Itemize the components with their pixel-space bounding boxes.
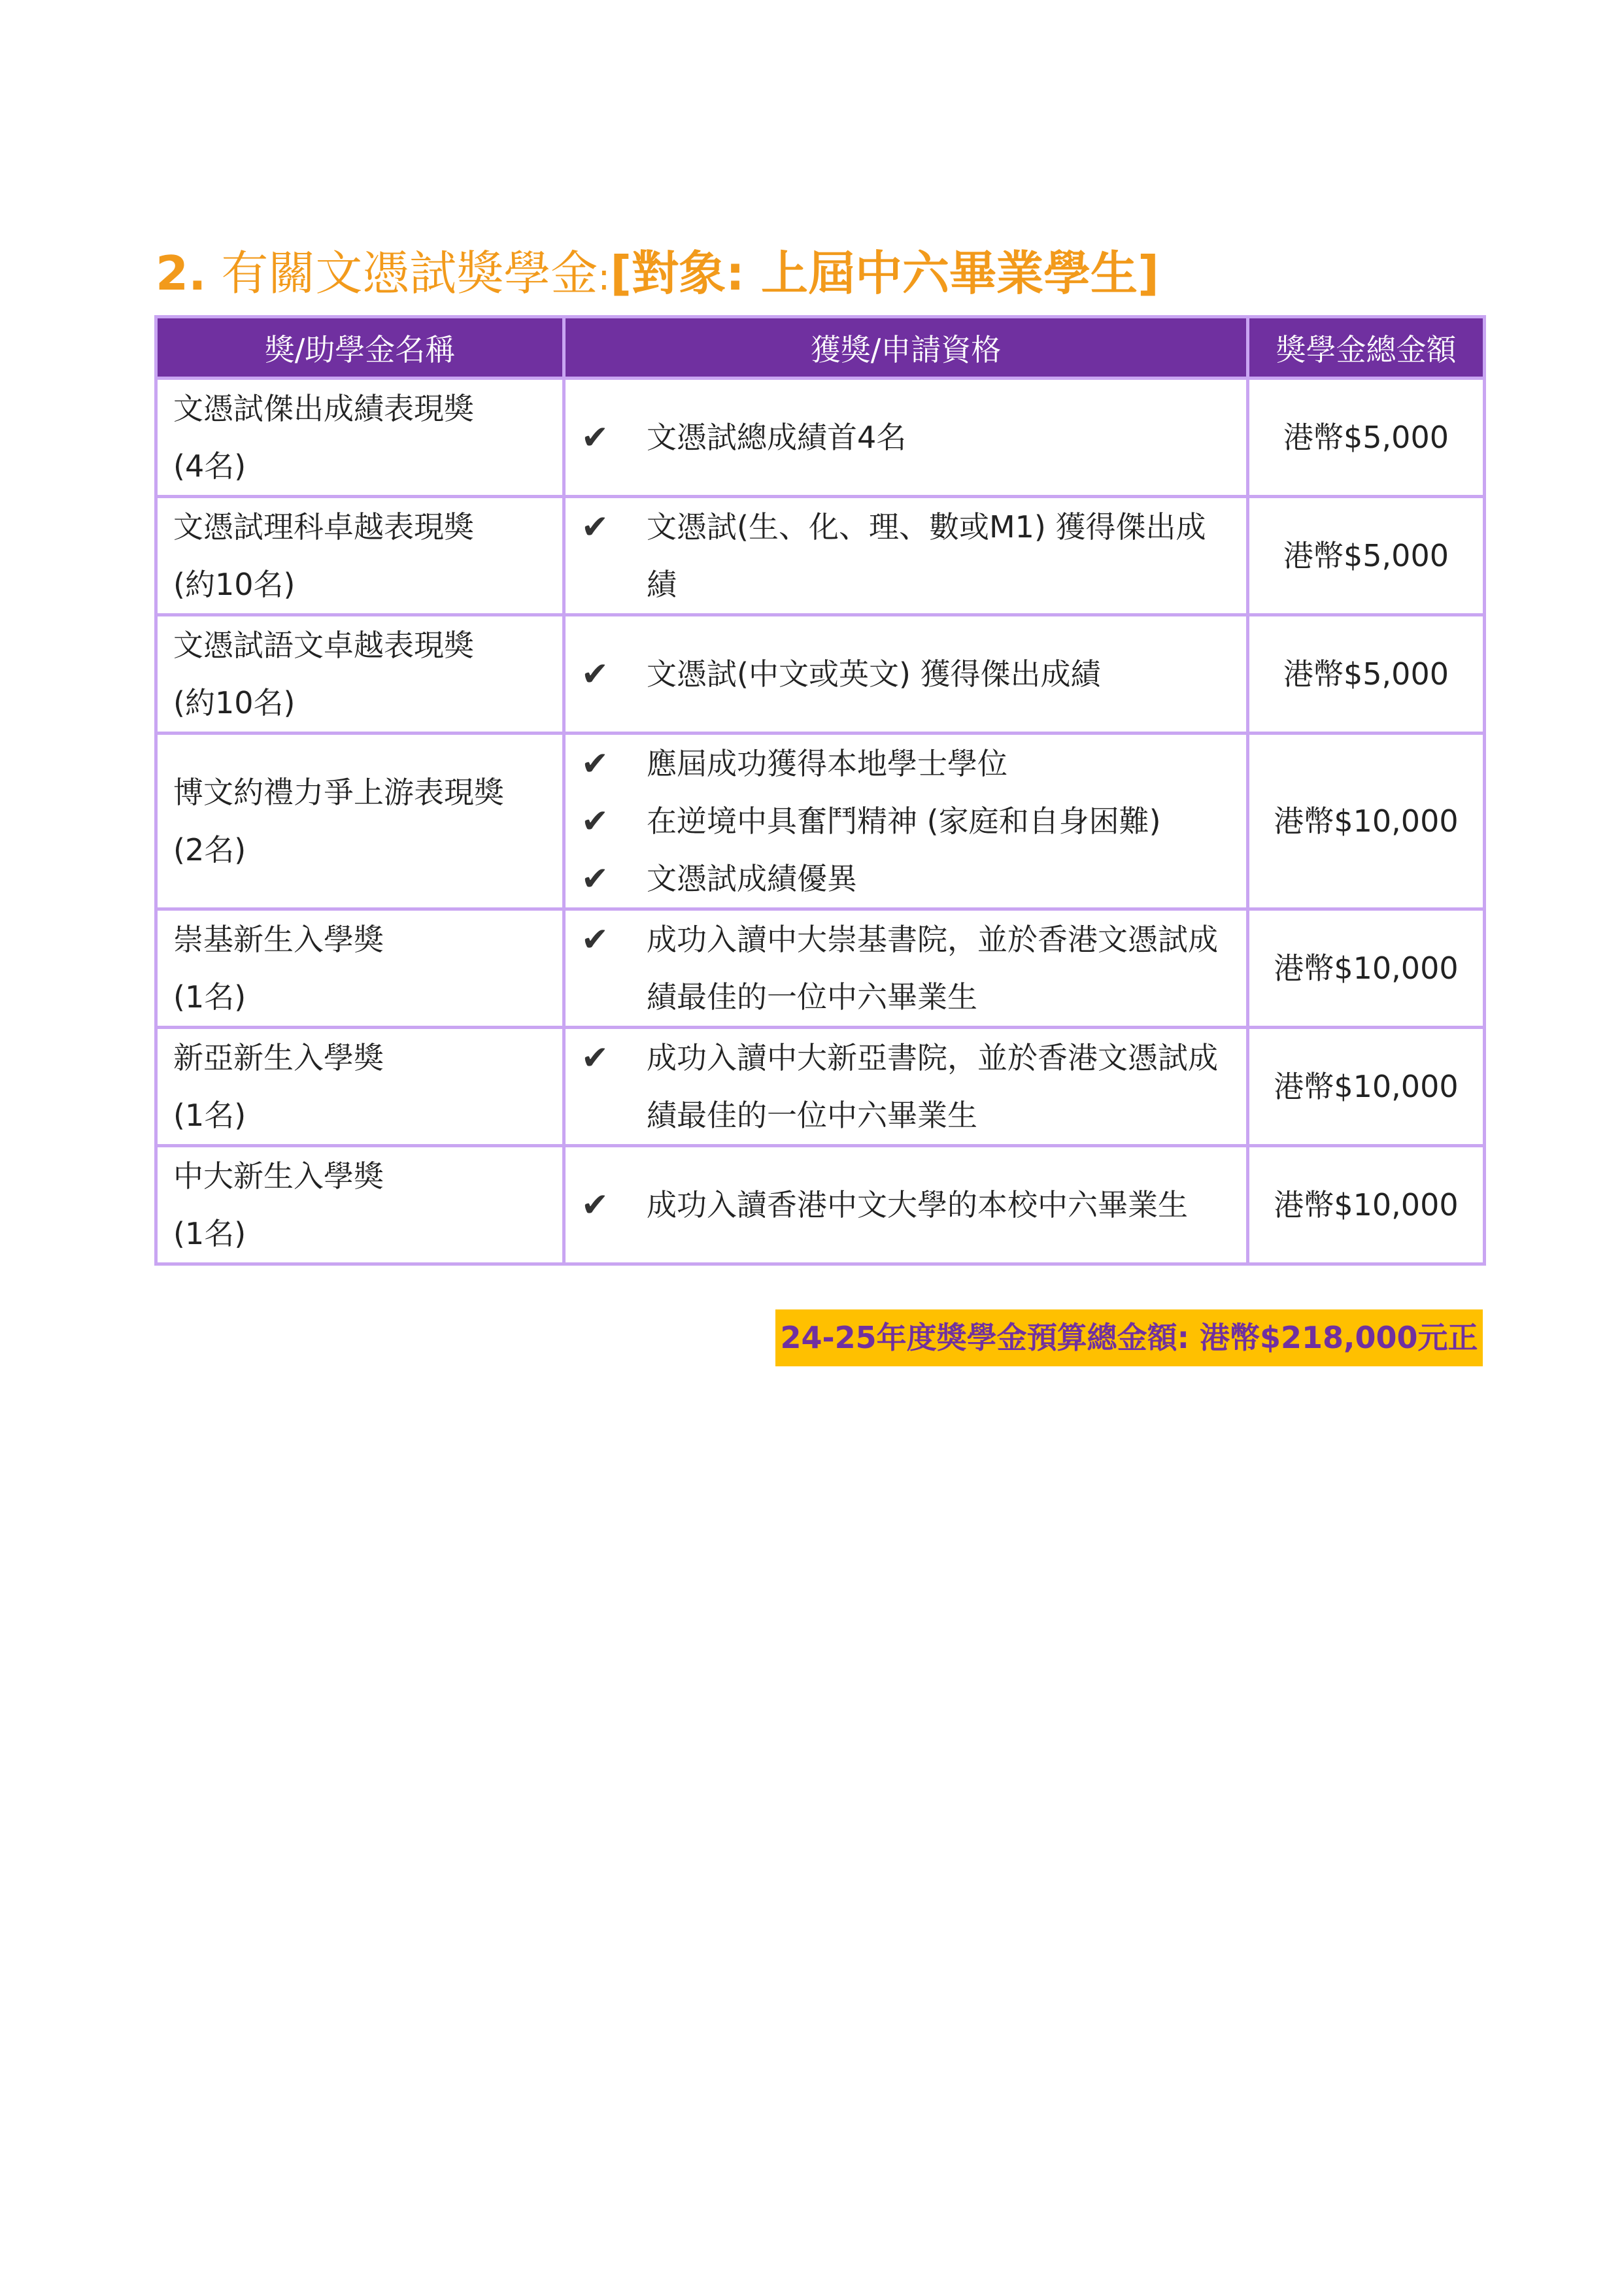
table-row xyxy=(156,379,1485,497)
scholarship-quota: (1名) xyxy=(173,1098,246,1133)
check-icon: ✔ xyxy=(581,1186,609,1224)
scholarship-name: 崇基新生入學獎 xyxy=(173,922,384,957)
table-row xyxy=(156,909,1485,1028)
criteria-text: 成功入讀香港中文大學的本校中六畢業生 xyxy=(647,1187,1188,1223)
scholarship-quota: (2名) xyxy=(173,832,246,868)
header-criteria: 獲獎/申請資格 xyxy=(564,317,1248,379)
criteria-item xyxy=(566,409,1246,466)
check-icon: ✔ xyxy=(581,920,609,958)
section-target: [對象: 上屆中六畢業學生] xyxy=(610,246,1159,301)
scholarship-quota: (約10名) xyxy=(173,685,296,720)
table-row xyxy=(156,497,1485,615)
check-icon: ✔ xyxy=(581,860,609,898)
criteria-item xyxy=(566,850,1246,907)
table-row xyxy=(156,1028,1485,1146)
check-icon: ✔ xyxy=(581,745,609,783)
criteria-cell xyxy=(564,909,1248,1028)
scholarship-name: 文憑試傑出成績表現獎 xyxy=(173,391,474,426)
amount-cell: 港幣$5,000 xyxy=(1248,497,1485,615)
scholarship-quota: (1名) xyxy=(173,1216,246,1251)
criteria-cell xyxy=(564,1028,1248,1146)
criteria-list xyxy=(566,409,1246,466)
check-icon: ✔ xyxy=(581,508,609,546)
scholarship-quota: (1名) xyxy=(173,979,246,1015)
scholarship-name-cell xyxy=(156,734,564,909)
header-amount: 獎學金總金額 xyxy=(1248,317,1485,379)
amount-cell: 港幣$5,000 xyxy=(1248,379,1485,497)
criteria-list xyxy=(566,1029,1246,1144)
header-name: 獎/助學金名稱 xyxy=(156,317,564,379)
criteria-item xyxy=(566,498,1246,613)
scholarship-name-cell xyxy=(156,497,564,615)
scholarship-name: 文憑試理科卓越表現獎 xyxy=(173,509,474,545)
criteria-cell xyxy=(564,497,1248,615)
criteria-item xyxy=(566,1029,1246,1144)
table-row xyxy=(156,734,1485,909)
check-icon: ✔ xyxy=(581,1039,609,1077)
criteria-list xyxy=(566,911,1246,1026)
criteria-cell xyxy=(564,379,1248,497)
scholarship-name: 文憑試語文卓越表現獎 xyxy=(173,628,474,663)
criteria-list xyxy=(566,1176,1246,1234)
scholarship-quota: (約10名) xyxy=(173,567,296,602)
amount-cell: 港幣$10,000 xyxy=(1248,909,1485,1028)
scholarship-quota: (4名) xyxy=(173,448,246,484)
criteria-item xyxy=(566,735,1246,792)
scholarship-name-cell xyxy=(156,1146,564,1264)
criteria-text: 應屆成功獲得本地學士學位 xyxy=(647,746,1007,781)
section-title xyxy=(156,241,1159,311)
scholarship-name-cell xyxy=(156,615,564,734)
check-icon: ✔ xyxy=(581,802,609,840)
criteria-text: 文憑試(中文或英文) 獲得傑出成績 xyxy=(647,656,1101,692)
check-icon: ✔ xyxy=(581,418,609,456)
scholarship-name-cell xyxy=(156,909,564,1028)
amount-cell: 港幣$5,000 xyxy=(1248,615,1485,734)
section-heading: 有關文憑試獎學金 xyxy=(221,246,598,301)
table-row xyxy=(156,615,1485,734)
amount-cell: 港幣$10,000 xyxy=(1248,1028,1485,1146)
check-icon: ✔ xyxy=(581,655,609,693)
scholarship-name-cell xyxy=(156,1028,564,1146)
criteria-cell xyxy=(564,615,1248,734)
criteria-list xyxy=(566,645,1246,703)
scholarship-name: 新亞新生入學獎 xyxy=(173,1040,384,1075)
scholarship-name-cell xyxy=(156,379,564,497)
criteria-cell xyxy=(564,734,1248,909)
scholarship-name: 中大新生入學獎 xyxy=(173,1158,384,1194)
budget-summary: 24-25年度獎學金預算總金額: 港幣$218,000元正 xyxy=(775,1309,1483,1366)
table-header-row xyxy=(156,317,1485,379)
criteria-item xyxy=(566,645,1246,703)
criteria-text: 在逆境中具奮鬥精神 (家庭和自身困難) xyxy=(647,803,1161,839)
criteria-text: 成功入讀中大新亞書院，並於香港文憑試成績最佳的一位中六畢業生 xyxy=(647,1040,1218,1133)
section-number: 2. xyxy=(156,246,207,301)
scholarship-table xyxy=(154,315,1486,1266)
criteria-list xyxy=(566,735,1246,907)
table-row xyxy=(156,1146,1485,1264)
amount-cell: 港幣$10,000 xyxy=(1248,1146,1485,1264)
criteria-text: 文憑試(生、化、理、數或M1) 獲得傑出成績 xyxy=(647,509,1206,602)
criteria-item xyxy=(566,1176,1246,1234)
scholarship-name: 博文約禮力爭上游表現獎 xyxy=(173,775,504,810)
criteria-cell xyxy=(564,1146,1248,1264)
amount-cell: 港幣$10,000 xyxy=(1248,734,1485,909)
criteria-item xyxy=(566,911,1246,1026)
criteria-text: 成功入讀中大崇基書院，並於香港文憑試成績最佳的一位中六畢業生 xyxy=(647,922,1218,1015)
section-colon: : xyxy=(598,256,611,299)
criteria-text: 文憑試總成績首4名 xyxy=(647,420,907,455)
table-body xyxy=(156,379,1485,1264)
criteria-item xyxy=(566,792,1246,850)
criteria-text: 文憑試成績優異 xyxy=(647,861,857,896)
criteria-list xyxy=(566,498,1246,613)
